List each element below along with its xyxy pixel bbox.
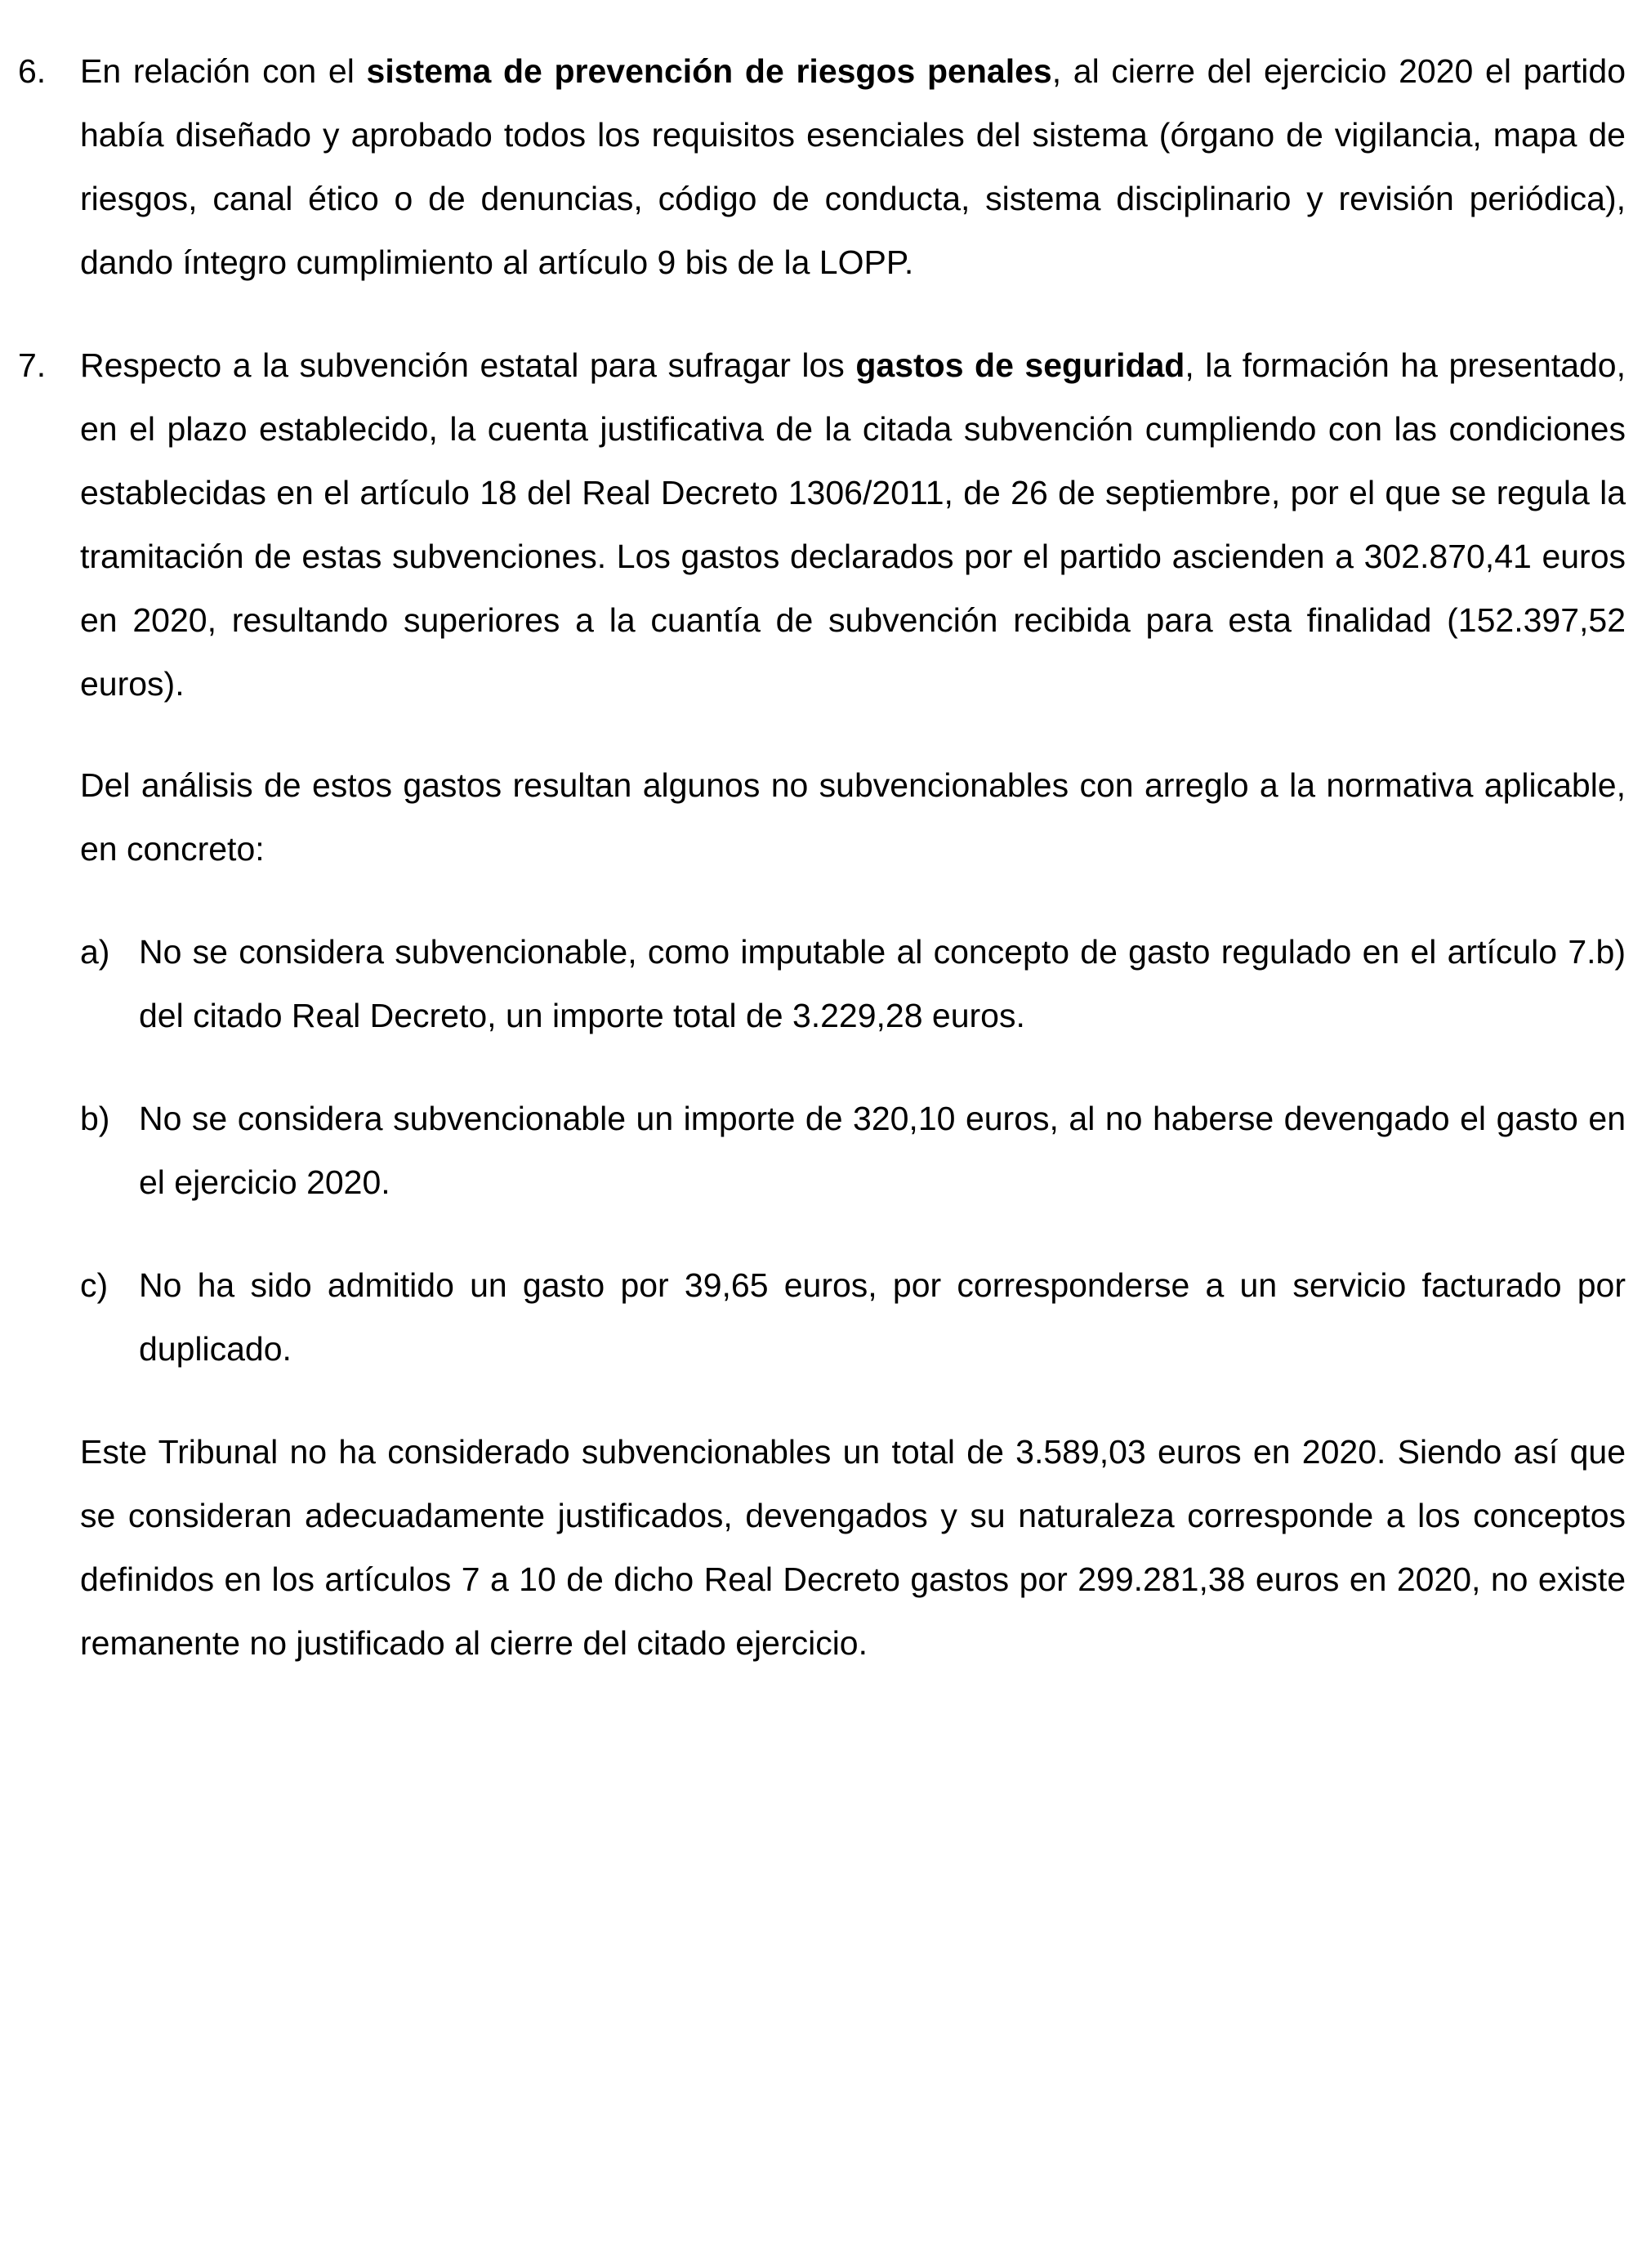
item-text-after: , la formación ha presentado, en el plazo establecido, la cuenta justificativa de la citada subvención cumpliendo con las condiciones establecidas en el artículo 18 del Real Decreto 1306/2011, de 26 de septiembre, por el que se regula la tramitación de estas subvenciones. Los gastos declarados por el partido ascienden a 302.870,41 euros en 2020, resultando superiores a la cuantía de subvención recibida para esta finalidad (152.397,52 euros).: [80, 346, 1626, 703]
list-item-7: [18, 333, 1626, 716]
subitem-text: No se considera subvencionable, como imputable al concepto de gasto regulado en el artículo 7.b) del citado Real Decreto, un importe total de 3.229,28 euros.: [139, 933, 1626, 1034]
subitem-text: No se considera subvencionable un importe de 320,10 euros, al no haberse devengado el gasto en el ejercicio 2020.: [139, 1100, 1626, 1201]
item-number: 6.: [18, 52, 47, 90]
item-bold-term: sistema de prevención de riesgos penales: [366, 52, 1052, 90]
subitem-letter: a): [80, 933, 110, 971]
subitem-letter: c): [80, 1266, 109, 1304]
subitem-c: [80, 1253, 1626, 1381]
analysis-intro-paragraph: Del análisis de estos gastos resultan algunos no subvencionables con arreglo a la normativa aplicable, en concreto:: [80, 766, 1626, 868]
item-text: [80, 333, 1626, 716]
item-text-before: En relación con el: [80, 52, 367, 90]
conclusion-paragraph: Este Tribunal no ha considerado subvencionables un total de 3.589,03 euros en 2020. Siendo así que se consideran adecuadamente justificados, devengados y su naturaleza corresponde a los conceptos definidos en los artículos 7 a 10 de dicho Real Decreto gastos por 299.281,38 euros en 2020, no existe remanente no justificado al cierre del citado ejercicio.: [80, 1433, 1626, 1662]
item-text-after: , al cierre del ejercicio 2020 el partido había diseñado y aprobado todos los requisitos esenciales del sistema (órgano de vigilancia, mapa de riesgos, canal ético o de denuncias, código de conducta, sistema disciplinario y revisión periódica), dando íntegro cumplimiento al artículo 9 bis de la LOPP.: [80, 52, 1626, 281]
subitem-b: [80, 1087, 1626, 1214]
item-number: 7.: [18, 346, 47, 384]
list-item-6: [18, 39, 1626, 294]
item-text: [80, 39, 1626, 294]
subitem-text: No ha sido admitido un gasto por 39,65 euros, por corresponderse a un servicio facturado por duplicado.: [139, 1266, 1626, 1368]
item-text-before: Respecto a la subvención estatal para sufragar los: [80, 346, 856, 384]
item-bold-term: gastos de seguridad: [855, 346, 1185, 384]
subitem-letter: b): [80, 1100, 110, 1137]
subitem-a: [80, 920, 1626, 1047]
